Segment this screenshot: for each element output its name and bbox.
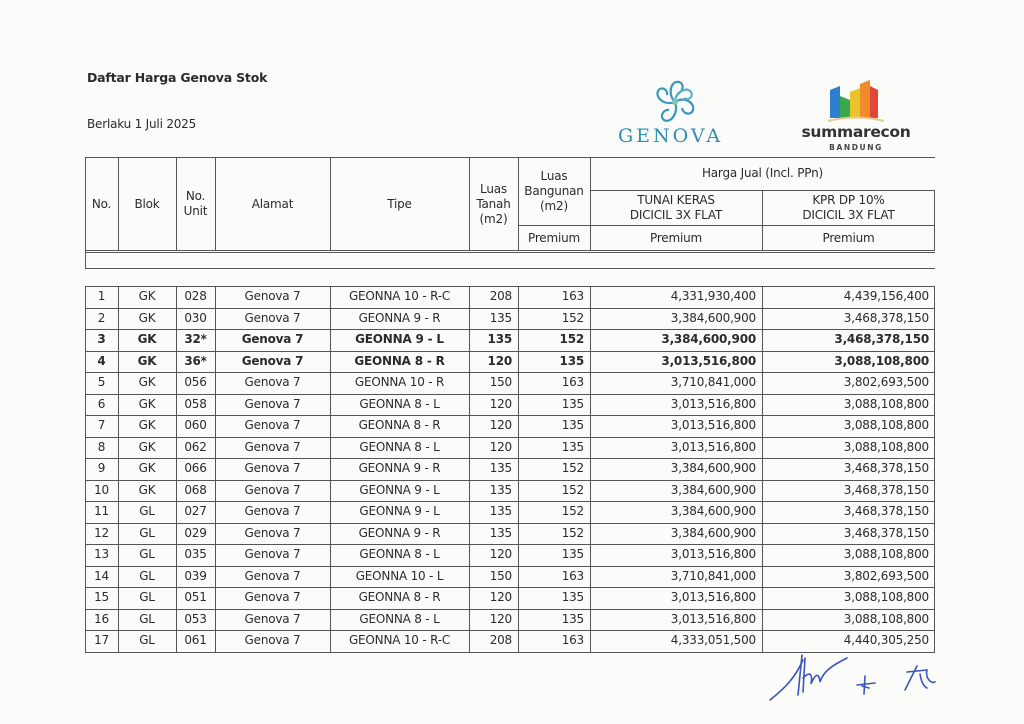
row-divider — [85, 286, 935, 287]
cell-lb: 152 — [561, 461, 584, 476]
cell-alamat: Genova 7 — [244, 482, 301, 497]
cell-kpr: 3,802,693,500 — [843, 375, 929, 390]
cell-tipe: GEONNA 8 - L — [359, 611, 440, 626]
cell-lt: 135 — [487, 332, 512, 347]
row-divider — [85, 308, 935, 309]
cell-tipe: GEONNA 8 - R — [358, 418, 441, 433]
header-tipe: Tipe — [387, 196, 412, 211]
cell-alamat: Genova 7 — [244, 568, 301, 583]
row-divider — [85, 566, 935, 567]
cell-no: 12 — [94, 525, 109, 540]
cell-lb: 152 — [561, 310, 584, 325]
col-divider — [590, 157, 591, 251]
col-divider — [762, 286, 763, 652]
cell-no: 11 — [94, 504, 109, 519]
cell-alamat: Genova 7 — [244, 461, 301, 476]
cell-lt: 120 — [489, 590, 512, 605]
cell-lb: 135 — [559, 353, 584, 368]
cell-lt: 120 — [489, 611, 512, 626]
cell-tunai: 3,710,841,000 — [670, 568, 756, 583]
cell-no: 2 — [97, 310, 106, 325]
cell-tipe: GEONNA 9 - L — [359, 482, 440, 497]
table-border-top — [85, 157, 935, 158]
header-luas-tanah-line3: (m2) — [479, 211, 508, 226]
cell-kpr: 3,468,378,150 — [834, 332, 929, 347]
row-divider — [85, 372, 935, 373]
header-luas-bangunan — [518, 157, 590, 225]
cell-alamat: Genova 7 — [244, 633, 301, 648]
col-divider — [330, 286, 331, 652]
row-divider — [85, 415, 935, 416]
cell-unit: 056 — [184, 375, 207, 390]
cell-lt: 135 — [489, 461, 512, 476]
cell-tunai: 3,384,600,900 — [670, 525, 756, 540]
header-alamat: Alamat — [251, 196, 294, 211]
header-premium-bangunan: Premium — [528, 230, 580, 245]
cell-no: 4 — [97, 353, 106, 368]
cell-lt: 150 — [489, 568, 512, 583]
cell-alamat: Genova 7 — [244, 289, 301, 304]
cell-tunai: 3,384,600,900 — [670, 461, 756, 476]
cell-no: 10 — [94, 482, 109, 497]
cell-unit: 066 — [184, 461, 207, 476]
cell-kpr: 3,088,108,800 — [843, 439, 929, 454]
cell-no: 9 — [97, 461, 106, 476]
cell-kpr: 3,088,108,800 — [843, 611, 929, 626]
cell-lt: 135 — [489, 310, 512, 325]
cell-lt: 120 — [489, 396, 512, 411]
cell-tunai: 3,013,516,800 — [661, 353, 756, 368]
cell-lb: 163 — [561, 375, 584, 390]
cell-alamat: Genova 7 — [244, 310, 301, 325]
cell-blok: GK — [138, 418, 156, 433]
cell-blok: GK — [138, 396, 156, 411]
cell-lt: 120 — [487, 353, 512, 368]
cell-kpr: 3,088,108,800 — [834, 353, 929, 368]
col-divider — [518, 286, 519, 652]
cell-alamat: Genova 7 — [244, 611, 301, 626]
row-divider — [85, 480, 935, 481]
cell-unit: 058 — [184, 396, 207, 411]
cell-kpr: 3,468,378,150 — [843, 310, 929, 325]
header-no-unit-line2: Unit — [183, 204, 208, 218]
cell-unit: 060 — [184, 418, 207, 433]
cell-tunai: 3,710,841,000 — [670, 375, 756, 390]
cell-no: 14 — [94, 568, 109, 583]
cell-blok: GK — [138, 439, 156, 454]
header-kpr-line2: DICICIL 3X FLAT — [802, 207, 895, 222]
cell-tunai: 3,013,516,800 — [670, 547, 756, 562]
cell-lb: 152 — [559, 332, 584, 347]
cell-tipe: GEONNA 8 - R — [358, 590, 441, 605]
row-divider — [85, 394, 935, 395]
cell-lt: 135 — [489, 482, 512, 497]
header-luas-tanah — [469, 157, 518, 251]
col-divider — [934, 286, 935, 652]
cell-tunai: 3,384,600,900 — [670, 310, 756, 325]
cell-tunai: 4,331,930,400 — [670, 289, 756, 304]
row-divider — [85, 544, 935, 545]
cell-blok: GK — [138, 310, 156, 325]
cell-alamat: Genova 7 — [244, 590, 301, 605]
header-kpr — [762, 190, 935, 225]
genova-logo — [612, 76, 742, 152]
cell-tunai: 3,013,516,800 — [670, 418, 756, 433]
separator-line — [85, 268, 935, 269]
document-title: Daftar Harga Genova Stok — [87, 70, 268, 85]
cell-lb: 135 — [561, 418, 584, 433]
col-divider — [469, 286, 470, 652]
cell-lb: 135 — [561, 590, 584, 605]
cell-no: 13 — [94, 547, 109, 562]
cell-alamat: Genova 7 — [244, 375, 301, 390]
cell-blok: GL — [139, 525, 155, 540]
summarecon-subtext: BANDUNG — [829, 143, 883, 152]
cell-no: 16 — [94, 611, 109, 626]
cell-blok: GK — [137, 332, 157, 347]
cell-no: 6 — [97, 396, 106, 411]
cell-tipe: GEONNA 9 - R — [358, 310, 441, 325]
header-bottom-double — [85, 250, 935, 251]
cell-tipe: GEONNA 8 - L — [359, 439, 440, 454]
cell-lb: 135 — [561, 439, 584, 454]
genova-flower-icon — [649, 76, 701, 128]
cell-tipe: GEONNA 9 - L — [359, 504, 440, 519]
summarecon-buildings-icon — [828, 78, 884, 122]
cell-no: 15 — [94, 590, 109, 605]
col-divider — [330, 157, 331, 251]
cell-unit: 029 — [184, 525, 207, 540]
summarecon-logo — [800, 78, 940, 154]
cell-no: 1 — [97, 289, 106, 304]
cell-kpr: 3,468,378,150 — [843, 504, 929, 519]
row-divider — [85, 437, 935, 438]
cell-blok: GL — [139, 590, 155, 605]
cell-unit: 36* — [184, 353, 207, 368]
header-premium-kpr: Premium — [822, 230, 875, 245]
cell-unit: 030 — [184, 310, 207, 325]
cell-unit: 027 — [184, 504, 207, 519]
cell-kpr: 3,468,378,150 — [843, 525, 929, 540]
cell-no: 17 — [94, 633, 109, 648]
header-luas-bangunan-line2: Bangunan — [524, 183, 584, 198]
col-divider — [215, 157, 216, 251]
cell-no: 7 — [97, 418, 106, 433]
header-tunai-line1: TUNAI KERAS — [637, 192, 715, 207]
cell-tunai: 3,384,600,900 — [670, 504, 756, 519]
cell-kpr: 3,468,378,150 — [843, 482, 929, 497]
cell-tipe: GEONNA 10 - R-C — [348, 289, 451, 304]
cell-kpr: 3,468,378,150 — [843, 461, 929, 476]
cell-lb: 163 — [561, 289, 584, 304]
row-divider — [85, 351, 935, 352]
effective-date: Berlaku 1 Juli 2025 — [87, 117, 197, 131]
cell-alamat: Genova 7 — [244, 418, 301, 433]
cell-kpr: 3,088,108,800 — [843, 547, 929, 562]
cell-lb: 135 — [561, 396, 584, 411]
cell-unit: 039 — [184, 568, 207, 583]
cell-alamat: Genova 7 — [244, 525, 301, 540]
cell-unit: 068 — [184, 482, 207, 497]
cell-blok: GL — [139, 504, 155, 519]
cell-unit: 035 — [184, 547, 207, 562]
header-luas-bangunan-line1: Luas — [540, 168, 568, 183]
cell-lt: 135 — [489, 525, 512, 540]
col-divider — [85, 157, 86, 269]
price-table — [85, 157, 935, 657]
header-tunai-line2: DICICIL 3X FLAT — [629, 207, 723, 222]
cell-tunai: 3,013,516,800 — [670, 590, 756, 605]
cell-lt: 208 — [489, 289, 512, 304]
cell-tunai: 4,333,051,500 — [670, 633, 756, 648]
cell-lt: 120 — [489, 418, 512, 433]
col-divider — [118, 286, 119, 652]
cell-tunai: 3,384,600,900 — [661, 332, 756, 347]
header-luas-tanah-line1: Luas — [480, 181, 507, 196]
cell-blok: GL — [139, 633, 155, 648]
cell-lb: 152 — [561, 482, 584, 497]
cell-tipe: GEONNA 9 - R — [358, 461, 441, 476]
cell-alamat: Genova 7 — [241, 332, 304, 347]
cell-lt: 150 — [489, 375, 512, 390]
cell-no: 5 — [97, 375, 106, 390]
cell-blok: GL — [139, 568, 155, 583]
cell-kpr: 4,440,305,250 — [843, 633, 929, 648]
header-no: No. — [91, 196, 112, 211]
row-divider — [85, 501, 935, 502]
genova-wordmark: GENOVA — [618, 125, 724, 147]
header-divider — [518, 225, 935, 226]
col-divider — [85, 286, 86, 652]
cell-tunai: 3,013,516,800 — [670, 439, 756, 454]
cell-tipe: GEONNA 9 - R — [358, 525, 441, 540]
cell-blok: GL — [139, 611, 155, 626]
header-kpr-line1: KPR DP 10% — [812, 192, 885, 207]
cell-lb: 135 — [561, 547, 584, 562]
col-divider — [518, 157, 519, 251]
cell-blok: GK — [137, 353, 157, 368]
cell-blok: GL — [139, 547, 155, 562]
cell-tipe: GEONNA 8 - L — [359, 547, 440, 562]
row-divider — [85, 329, 935, 330]
cell-lt: 135 — [489, 504, 512, 519]
cell-blok: GK — [138, 482, 156, 497]
cell-unit: 051 — [184, 590, 207, 605]
cell-tipe: GEONNA 8 - L — [359, 396, 440, 411]
row-divider — [85, 630, 935, 631]
cell-alamat: Genova 7 — [241, 353, 304, 368]
cell-lb: 163 — [561, 633, 584, 648]
cell-lb: 135 — [561, 611, 584, 626]
header-tunai-keras — [590, 190, 762, 225]
cell-blok: GK — [138, 461, 156, 476]
signature-marks — [765, 650, 945, 705]
header-premium-tunai: Premium — [650, 230, 702, 245]
header-bottom-double — [85, 252, 935, 253]
col-divider — [934, 190, 935, 251]
col-divider — [176, 286, 177, 652]
cell-lb: 163 — [561, 568, 584, 583]
cell-no: 3 — [97, 332, 106, 347]
cell-alamat: Genova 7 — [244, 547, 301, 562]
cell-blok: GK — [138, 289, 156, 304]
cell-kpr: 3,088,108,800 — [843, 396, 929, 411]
col-divider — [762, 190, 763, 251]
row-divider — [85, 523, 935, 524]
cell-unit: 062 — [184, 439, 207, 454]
cell-unit: 32* — [184, 332, 207, 347]
summarecon-wordmark: summarecon — [801, 123, 911, 141]
col-divider — [215, 286, 216, 652]
row-divider — [85, 458, 935, 459]
cell-alamat: Genova 7 — [244, 439, 301, 454]
cell-kpr: 3,088,108,800 — [843, 590, 929, 605]
cell-lb: 152 — [561, 504, 584, 519]
cell-unit: 053 — [184, 611, 207, 626]
cell-unit: 061 — [184, 633, 207, 648]
cell-alamat: Genova 7 — [244, 504, 301, 519]
header-blok: Blok — [134, 196, 160, 211]
cell-tipe: GEONNA 10 - R — [354, 375, 445, 390]
cell-tipe: GEONNA 8 - R — [354, 353, 445, 368]
header-no-unit — [176, 157, 215, 251]
cell-lt: 208 — [489, 633, 512, 648]
row-divider — [85, 587, 935, 588]
cell-kpr: 3,088,108,800 — [843, 418, 929, 433]
cell-kpr: 3,802,693,500 — [843, 568, 929, 583]
header-no-unit-line1: No. — [185, 189, 206, 203]
cell-alamat: Genova 7 — [244, 396, 301, 411]
cell-tipe: GEONNA 9 - L — [355, 332, 444, 347]
cell-blok: GK — [138, 375, 156, 390]
row-divider — [85, 609, 935, 610]
cell-kpr: 4,439,156,400 — [843, 289, 929, 304]
cell-no: 8 — [97, 439, 106, 454]
cell-lt: 120 — [489, 439, 512, 454]
col-divider — [176, 157, 177, 251]
cell-tunai: 3,013,516,800 — [670, 611, 756, 626]
col-divider — [590, 286, 591, 652]
cell-tipe: GEONNA 10 - L — [355, 568, 444, 583]
cell-lb: 152 — [561, 525, 584, 540]
col-divider — [118, 157, 119, 251]
cell-lt: 120 — [489, 547, 512, 562]
cell-tipe: GEONNA 10 - R-C — [348, 633, 451, 648]
cell-tunai: 3,013,516,800 — [670, 396, 756, 411]
cell-unit: 028 — [184, 289, 207, 304]
header-luas-tanah-line2: Tanah — [476, 196, 511, 211]
header-harga-jual: Harga Jual (Incl. PPn) — [701, 166, 824, 180]
header-luas-bangunan-line3: (m2) — [540, 198, 568, 213]
cell-tunai: 3,384,600,900 — [670, 482, 756, 497]
col-divider — [469, 157, 470, 251]
